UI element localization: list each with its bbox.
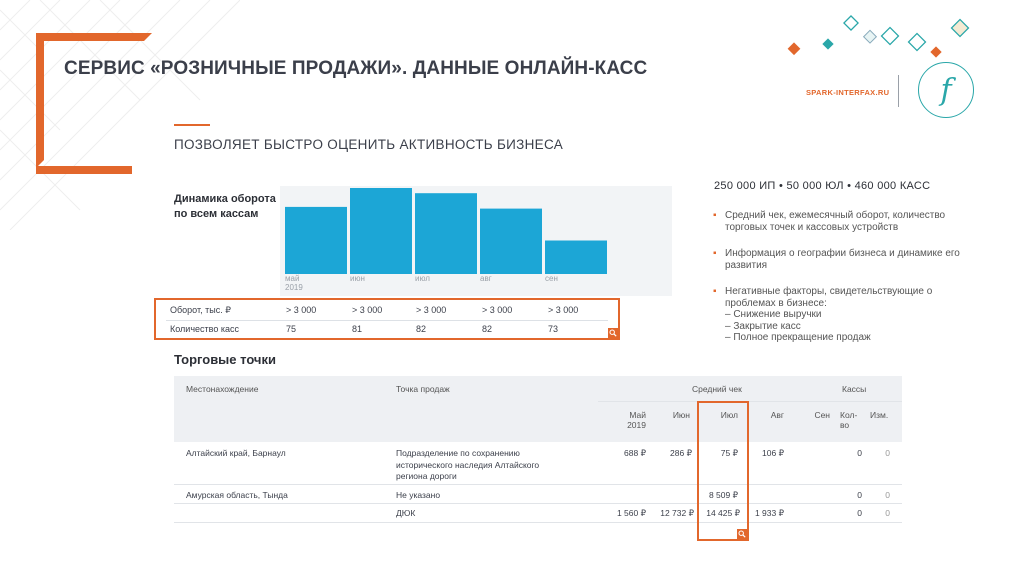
- cell-month-value: 12 732 ₽: [660, 508, 694, 518]
- table-title: Торговые точки: [174, 352, 276, 367]
- cell-register-count: 0: [857, 448, 862, 458]
- stats-highlight-box: [154, 298, 620, 340]
- chart-bar: [285, 207, 347, 274]
- logo-divider: [898, 75, 899, 107]
- header-separator: [598, 401, 902, 402]
- row-separator: [174, 503, 902, 504]
- header-month[interactable]: Июл: [720, 410, 738, 420]
- header-register-count[interactable]: Кол-во: [840, 410, 858, 430]
- row-separator: [174, 522, 902, 523]
- cell-location: Алтайский край, Барнаул: [186, 448, 286, 458]
- turnover-value: > 3 000: [416, 305, 447, 315]
- info-bullet-text: Средний чек, ежемесячный оборот, количество торговых точек и кассовых устройств: [725, 210, 946, 233]
- chart-bar: [545, 241, 607, 275]
- cell-month-value: 75 ₽: [720, 448, 738, 458]
- chart-x-label: июл: [415, 274, 430, 283]
- register-count-value: 82: [416, 324, 427, 334]
- spark-logo-icon[interactable]: [918, 62, 974, 118]
- chart-x-labels: [284, 274, 670, 296]
- logo-glyph: f: [940, 72, 952, 108]
- info-bullet: [713, 210, 985, 233]
- cell-month-value: 8 509 ₽: [708, 490, 738, 500]
- chart-bar: [415, 193, 477, 274]
- table-header: [174, 376, 902, 442]
- turnover-value: > 3 000: [286, 305, 317, 315]
- subtitle-accent-line: [174, 124, 210, 126]
- header-location[interactable]: Местонахождение: [186, 384, 259, 394]
- info-bullet: [713, 286, 985, 344]
- header-point[interactable]: Точка продаж: [396, 384, 450, 394]
- chart-x-label: авг: [480, 274, 492, 283]
- header-avg-check[interactable]: Средний чек: [692, 384, 742, 394]
- cell-register-change: 0: [885, 490, 890, 500]
- row-separator: [174, 484, 902, 485]
- turnover-value: > 3 000: [548, 305, 579, 315]
- info-sub-item: – Закрытие касс: [725, 320, 801, 332]
- info-headline: 250 000 ИП • 50 000 ЮЛ • 460 000 КАСС: [714, 180, 931, 192]
- bullet-marker: ▪: [713, 248, 717, 259]
- cell-register-change: 0: [885, 508, 890, 518]
- magnifier-icon[interactable]: [608, 328, 618, 338]
- highlighted-column-box: [697, 401, 749, 541]
- cell-point: Не указано: [396, 490, 441, 500]
- chart-x-label: июн: [350, 274, 365, 283]
- header-month[interactable]: Авг: [770, 410, 784, 420]
- subtitle: ПОЗВОЛЯЕТ БЫСТРО ОЦЕНИТЬ АКТИВНОСТЬ БИЗНЕСА: [174, 137, 564, 152]
- cell-month-value: 106 ₽: [762, 448, 784, 458]
- register-count-value: 82: [482, 324, 493, 334]
- register-count-label: Количество касс: [170, 324, 239, 334]
- register-count-value: 73: [548, 324, 559, 334]
- register-count-value: 75: [286, 324, 297, 334]
- turnover-label: Оборот, тыс. ₽: [170, 305, 231, 315]
- turnover-value: > 3 000: [352, 305, 383, 315]
- bullet-marker: ▪: [713, 210, 717, 221]
- logo-text[interactable]: SPARK-INTERFAX.RU: [806, 88, 890, 97]
- magnifier-icon[interactable]: [737, 529, 747, 539]
- info-bullet: [713, 248, 985, 271]
- info-sub-item: – Снижение выручки: [725, 309, 822, 320]
- cell-month-value: 286 ₽: [670, 448, 692, 458]
- info-sub-item: – Полное прекращение продаж: [725, 332, 871, 343]
- cell-point: ДЮК: [396, 508, 416, 518]
- cell-month-value: 14 425 ₽: [706, 508, 740, 518]
- chart-x-label: май 2019: [285, 274, 303, 292]
- cell-register-change: 0: [885, 448, 890, 458]
- header-month[interactable]: Сен: [814, 410, 830, 420]
- turnover-row: [156, 301, 618, 319]
- info-bullet-text: Информация о географии бизнеса и динамике его развития: [725, 248, 960, 271]
- chart-bar: [350, 188, 412, 274]
- header-month[interactable]: Май 2019: [627, 410, 646, 430]
- cell-register-count: 0: [857, 490, 862, 500]
- info-bullet-text: Негативные факторы, свидетельствующие о проблемах в бизнесе:: [725, 286, 933, 309]
- header-month[interactable]: Июн: [672, 410, 690, 420]
- cell-register-count: 0: [857, 508, 862, 518]
- register-count-row: [156, 320, 618, 338]
- register-count-value: 81: [352, 324, 363, 334]
- decorative-diamonds: [780, 10, 980, 60]
- bullet-marker: ▪: [713, 286, 717, 297]
- orange-frame-bottom: [36, 166, 132, 174]
- cell-location: Амурская область, Тында: [186, 490, 288, 500]
- cell-month-value: 1 933 ₽: [754, 508, 784, 518]
- chart-x-label: сен: [545, 274, 558, 283]
- cell-month-value: 688 ₽: [624, 448, 646, 458]
- cell-point: Подразделение по сохранению исторического наследия Алтайского региона дороги: [396, 448, 540, 481]
- header-register-change[interactable]: Изм.: [870, 410, 889, 420]
- orange-frame: [36, 33, 152, 168]
- header-registers[interactable]: Кассы: [842, 384, 867, 394]
- cell-month-value: 1 560 ₽: [616, 508, 646, 518]
- turnover-value: > 3 000: [482, 305, 513, 315]
- chart-title: Динамика оборота по всем кассам: [174, 193, 276, 220]
- page-title: СЕРВИС «РОЗНИЧНЫЕ ПРОДАЖИ». ДАННЫЕ ОНЛАЙН-КАСС: [64, 58, 648, 79]
- chart-bar: [480, 209, 542, 274]
